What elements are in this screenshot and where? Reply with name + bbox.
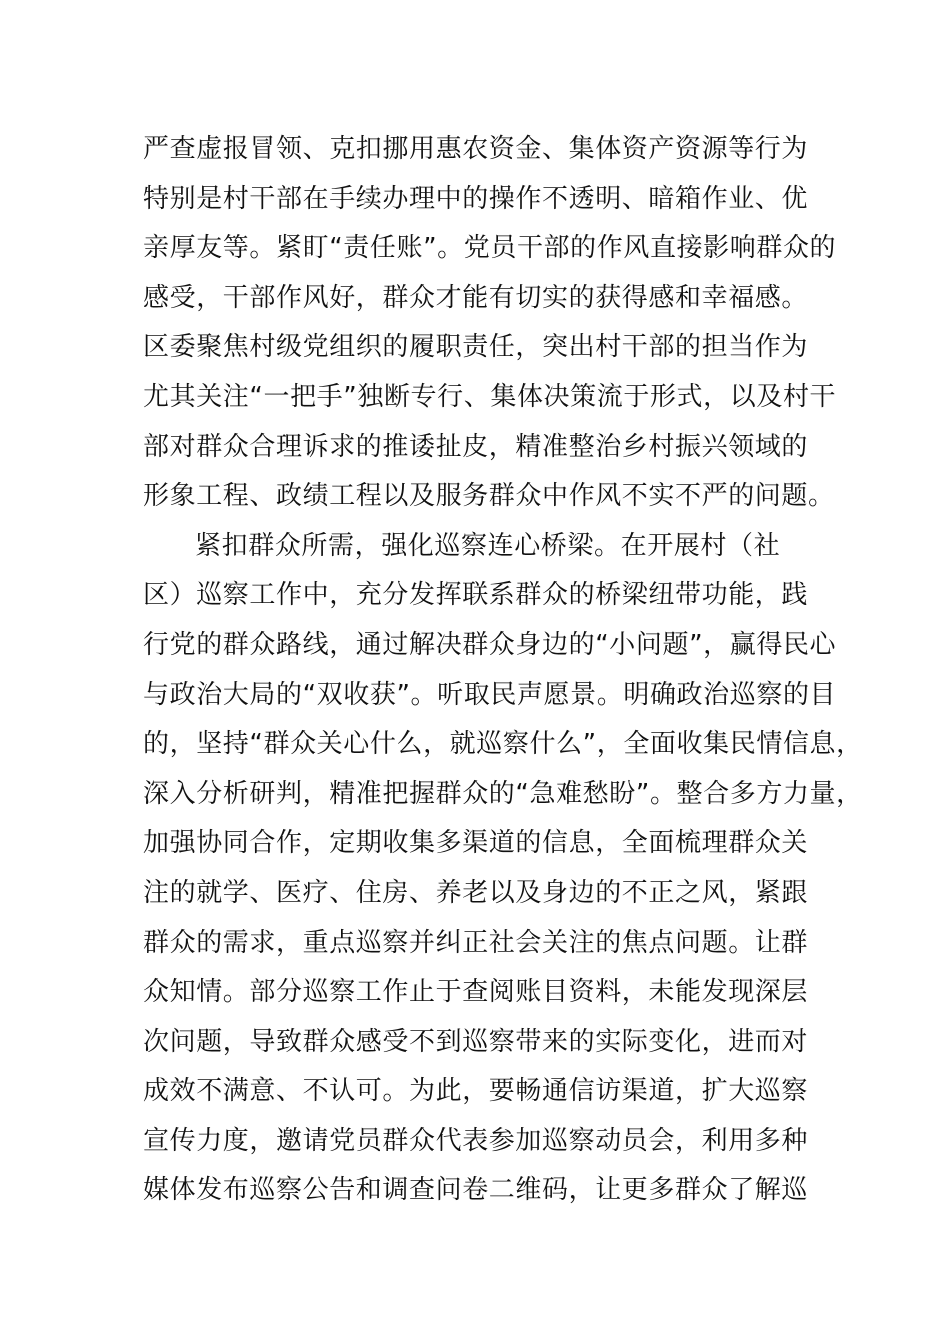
text-line: 形象工程、政绩工程以及服务群众中作风不实不严的问题。 <box>143 481 835 512</box>
text-line: 成效不满意、不认可。为此，要畅通信访渠道，扩大巡察 <box>143 1076 809 1107</box>
text-line: 宣传力度，邀请党员群众代表参加巡察动员会，利用多种 <box>143 1125 809 1156</box>
text-line: 亲厚友等。紧盯“责任账”。党员干部的作风直接影响群众的 <box>143 233 837 264</box>
text-line: 的，坚持“群众关心什么，就巡察什么”，全面收集民情信息， <box>143 729 863 760</box>
text-line: 特别是村干部在手续办理中的操作不透明、暗箱作业、优 <box>143 183 809 214</box>
paragraph-first-line: 紧扣群众所需，强化巡察连心桥梁。在开展村（社 <box>195 530 781 561</box>
text-line: 感受，干部作风好，群众才能有切实的获得感和幸福感。 <box>143 282 809 313</box>
text-line: 注的就学、医疗、住房、养老以及身边的不正之风，紧跟 <box>143 877 809 908</box>
text-line: 次问题，导致群众感受不到巡察带来的实际变化，进而对 <box>143 1026 809 1057</box>
text-line: 部对群众合理诉求的推诿扯皮，精准整治乡村振兴领域的 <box>143 431 809 462</box>
text-line: 行党的群众路线，通过解决群众身边的“小问题”，赢得民心 <box>143 629 837 660</box>
text-line: 尤其关注“一把手”独断专行、集体决策流于形式，以及村干 <box>143 381 837 412</box>
text-line: 区）巡察工作中，充分发挥联系群众的桥梁纽带功能，践 <box>143 580 809 611</box>
body-text <box>143 125 863 1216</box>
text-line: 严查虚报冒领、克扣挪用惠农资金、集体资产资源等行为 <box>143 134 809 164</box>
text-line: 媒体发布巡察公告和调查问卷二维码，让更多群众了解巡 <box>143 1175 809 1206</box>
text-line: 加强协同合作，定期收集多渠道的信息，全面梳理群众关 <box>143 828 809 859</box>
text-line: 群众的需求，重点巡察并纠正社会关注的焦点问题。让群 <box>143 927 809 958</box>
text-line: 区委聚焦村级党组织的履职责任，突出村干部的担当作为 <box>143 332 809 363</box>
text-line: 与政治大局的“双收获”。听取民声愿景。明确政治巡察的目 <box>143 679 837 710</box>
text-line: 深入分析研判，精准把握群众的“急难愁盼”。整合多方力量， <box>143 778 863 809</box>
text-line: 众知情。部分巡察工作止于查阅账目资料，未能发现深层 <box>143 977 809 1008</box>
